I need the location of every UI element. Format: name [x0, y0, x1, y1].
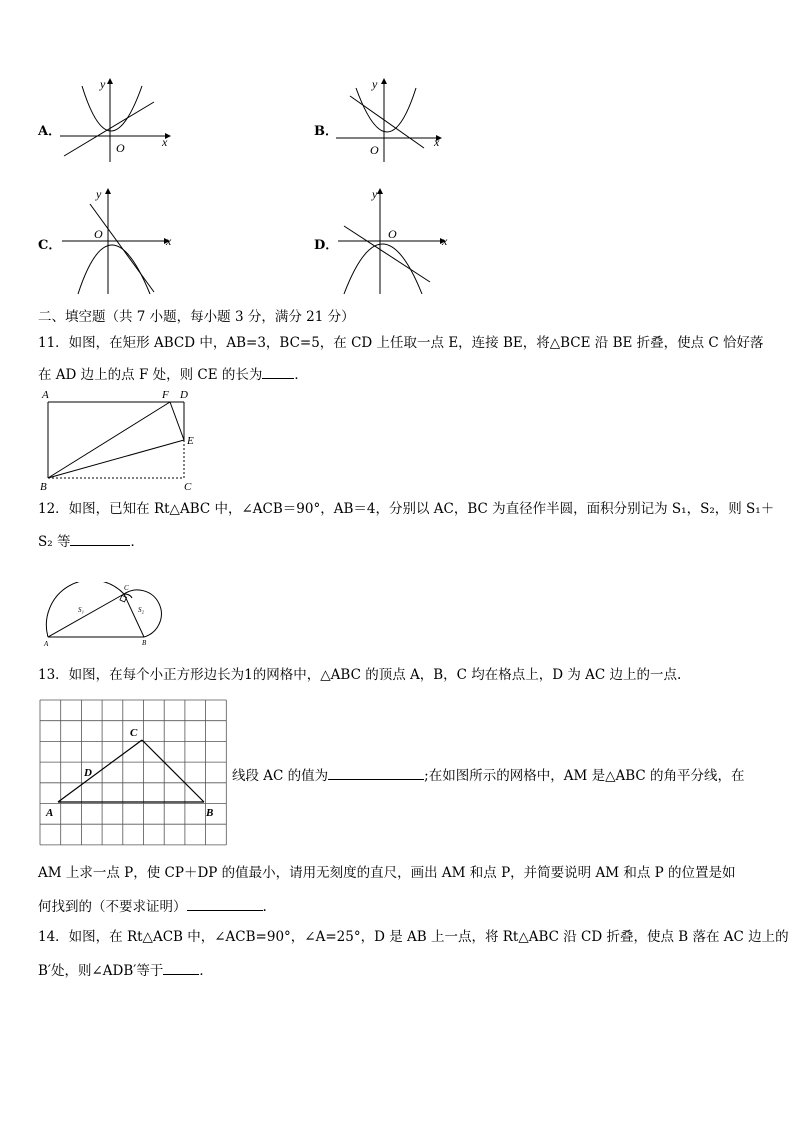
q13-label-c: C — [130, 727, 138, 739]
option-c-origin: O — [94, 227, 103, 241]
option-b-label: B． — [314, 124, 338, 139]
q14-text-line2a: B′处，则∠ADB′等于 — [38, 963, 164, 979]
option-a-origin: O — [116, 141, 125, 155]
option-a-graph — [60, 76, 180, 164]
q14-answer-blank[interactable] — [163, 960, 199, 975]
option-b-graph — [336, 76, 456, 164]
q11-label-f: F — [162, 389, 169, 401]
q11-text-line2a: 在 AD 边上的点 F 处，则 CE 的长为 — [38, 367, 263, 383]
q12-figure — [40, 582, 164, 650]
q13-text-line1: 13．如图，在每个小正方形边长为1的网格中，△ABC 的顶点 A，B，C 均在格点上，D 为 AC 边上的一点. — [38, 667, 682, 683]
option-c-x-label: x — [166, 234, 172, 248]
q11-label-a: A — [42, 389, 49, 401]
q11-label-b: B — [40, 481, 47, 492]
q11-text-line2b: ． — [294, 367, 308, 383]
option-b-x-label: x — [434, 135, 440, 149]
q13-text-line4 — [38, 896, 267, 916]
q13-label-b: B — [206, 807, 214, 819]
q13-answer-blank-1[interactable] — [328, 765, 424, 780]
q11-answer-blank[interactable] — [262, 364, 294, 379]
option-d-origin: O — [388, 227, 397, 241]
option-d-label: D． — [314, 238, 339, 253]
option-d-graph — [336, 186, 456, 296]
section-title: 二、填空题（共 7 小题，每小题 3 分，满分 21 分） — [38, 309, 355, 325]
q12-text-line1: 12．如图，已知在 Rt△ABC 中，∠ACB＝90°，AB＝4，分别以 AC，BC 为直径作半圆，面积分别记为 S₁，S₂，则 S₁＋ — [38, 501, 775, 517]
option-a-y-label: y — [100, 77, 106, 91]
q11-label-c: C — [184, 481, 192, 492]
q12-text-line2a: S₂ 等 — [38, 534, 71, 550]
q13-side-b: ;在如图所示的网格中，AM 是△ABC 的角平分线，在 — [424, 768, 745, 784]
q13-label-d: D — [84, 767, 92, 779]
q11-figure — [36, 386, 202, 492]
option-d-x-label: x — [442, 234, 448, 248]
q11-text-line2 — [38, 364, 308, 384]
q12-label-s2: S₂ — [138, 606, 144, 614]
q13-text-line3: AM 上求一点 P，使 CP＋DP 的值最小，请用无刻度的直尺，画出 AM 和点 P，并简要说明 AM 和点 P 的位置是如 — [38, 865, 736, 881]
q13-side-text — [232, 765, 745, 785]
q11-label-d: D — [180, 389, 188, 401]
q12-answer-blank[interactable] — [70, 531, 130, 546]
option-a-x-label: x — [162, 135, 168, 149]
q12-label-s1: S₁ — [78, 606, 84, 614]
q12-label-b: B — [142, 639, 147, 647]
q13-label-a: A — [46, 807, 54, 819]
option-b-origin: O — [370, 143, 379, 157]
option-b-y-label: y — [372, 77, 378, 91]
option-a-label: A． — [38, 124, 62, 139]
option-c-label: C． — [38, 238, 62, 253]
q12-label-c: C — [124, 584, 129, 592]
option-c-graph — [60, 186, 180, 296]
q14-text-line1: 14．如图，在 Rt△ACB 中，∠ACB=90°，∠A=25°，D 是 AB 上一点，将 Rt△ABC 沿 CD 折叠，使点 B 落在 AC 边上的 — [38, 929, 789, 945]
q14-text-line2 — [38, 960, 213, 980]
q13-grid-figure — [38, 698, 230, 846]
q12-text-line2 — [38, 531, 144, 551]
q11-label-e: E — [187, 435, 194, 447]
q11-text-line1: 11．如图，在矩形 ABCD 中，AB=3，BC=5，在 CD 上任取一点 E，连接 BE，将△BCE 沿 BE 折叠，使点 C 恰好落 — [38, 335, 764, 351]
q13-answer-blank-2[interactable] — [187, 896, 263, 911]
q14-text-line2b: ． — [199, 963, 213, 979]
q13-text-line4a: 何找到的（不要求证明） — [38, 899, 187, 915]
q13-text-line4b: . — [262, 899, 267, 915]
q12-text-line2b: ． — [130, 534, 144, 550]
option-c-y-label: y — [96, 187, 102, 201]
option-d-y-label: y — [372, 187, 378, 201]
q13-side-a: 线段 AC 的值为 — [232, 768, 329, 784]
q12-label-a: A — [44, 640, 49, 648]
